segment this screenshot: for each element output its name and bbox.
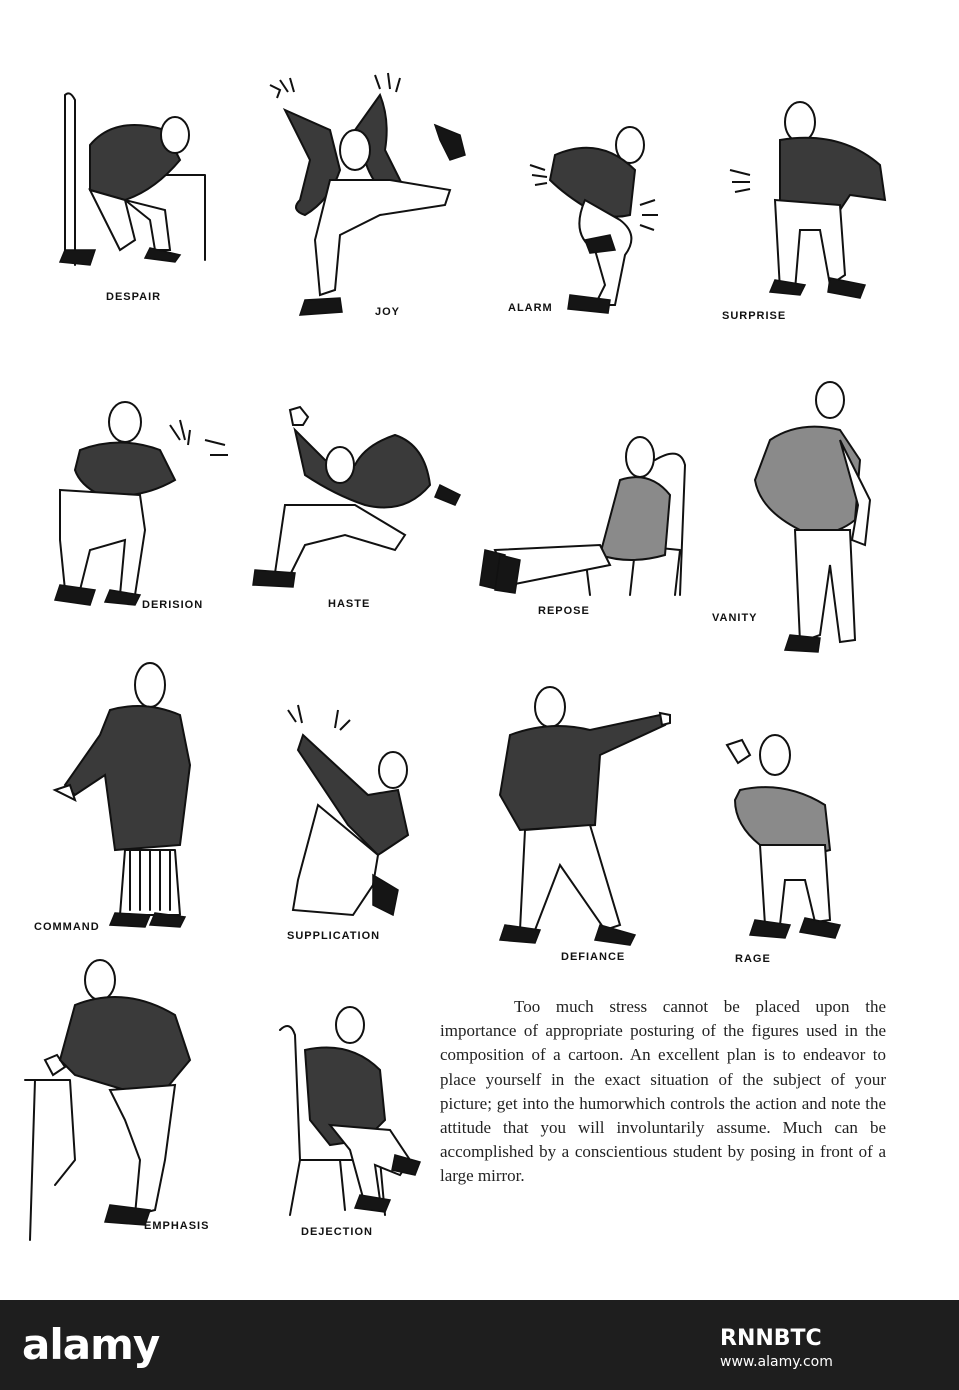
joy-illustration (260, 70, 480, 330)
caption-alarm: ALARM (508, 302, 553, 314)
caption-despair: DESPAIR (106, 291, 162, 303)
caption-joy: JOY (375, 306, 401, 318)
despair-illustration (45, 90, 215, 290)
caption-vanity: VANITY (712, 612, 758, 624)
figure-joy (260, 70, 480, 330)
command-illustration (55, 665, 215, 935)
figure-dejection (270, 1000, 430, 1220)
caption-emphasis: EMPHASIS (144, 1220, 210, 1232)
figure-rage (715, 730, 865, 950)
image-id: RNNBTC (720, 1326, 822, 1351)
caption-haste: HASTE (328, 598, 371, 610)
body-paragraph: Too much stress cannot be placed upon the importance of appropriate posturing of the figures used in the composition of a cartoon. An excellent plan is to endeavor to place yourself in the exact situation of the subject of your picture; get into the humorwhich controls the action and note the attitude that you will involuntarily assume. Much can be accomplished by a conscientious student by posing in front of a large mirror. (440, 997, 886, 1186)
caption-dejection: DEJECTION (301, 1226, 373, 1238)
caption-command: COMMAND (34, 921, 100, 933)
caption-surprise: SURPRISE (722, 310, 787, 322)
derision-illustration (40, 400, 240, 610)
watermark-bar (0, 1300, 959, 1390)
repose-illustration (480, 425, 700, 605)
caption-supplication: SUPPLICATION (287, 930, 381, 942)
rage-illustration (715, 730, 865, 950)
defiance-illustration (490, 685, 690, 950)
caption-repose: REPOSE (538, 605, 590, 617)
watermark-url: www.alamy.com (720, 1354, 833, 1370)
supplication-illustration (278, 705, 428, 925)
caption-defiance: DEFIANCE (561, 951, 626, 963)
figure-emphasis (15, 960, 215, 1240)
figure-repose (480, 425, 700, 605)
caption-rage: RAGE (735, 953, 771, 965)
figure-supplication (278, 705, 428, 925)
figure-vanity (740, 380, 890, 660)
vanity-illustration (740, 380, 890, 660)
haste-illustration (245, 405, 475, 595)
figure-defiance (490, 685, 690, 950)
alarm-illustration (510, 125, 680, 325)
figure-derision (40, 400, 240, 610)
figure-command (55, 665, 215, 935)
surprise-illustration (720, 100, 900, 320)
caption-derision: DERISION (142, 599, 204, 611)
dejection-illustration (270, 1000, 430, 1220)
figure-haste (245, 405, 475, 595)
figure-despair (45, 90, 215, 290)
alamy-logo: alamy (22, 1320, 160, 1369)
figure-alarm (510, 125, 680, 325)
emphasis-illustration (15, 960, 215, 1240)
figure-surprise (720, 100, 900, 320)
